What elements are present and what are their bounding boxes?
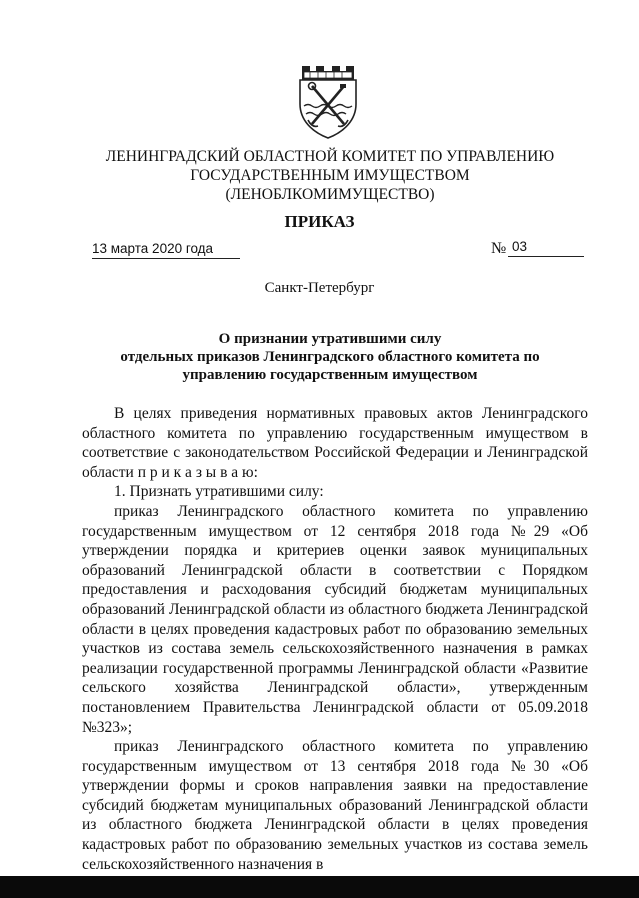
document-city: Санкт-Петербург (264, 280, 375, 296)
document-number: 03 (508, 239, 584, 257)
organization-name-line-1: ЛЕНИНГРАДСКИЙ ОБЛАСТНОЙ КОМИТЕТ ПО УПРАВЛЕНИЮ (105, 148, 555, 165)
heading-line-3: управлению государственным имуществом (182, 367, 478, 383)
document-number-label: № (491, 240, 507, 257)
heading-line-2: отдельных приказов Ленинградского областного комитета по (120, 349, 540, 365)
body-paragraph-order-30: приказ Ленинградского областного комитета по управлению государственным имуществом от 13 сентября 2018 года №30 «Об утверждении формы и сроков направления заявки на предоставление субсидий бюджетам муниципальных образований Ленинградской области из областного бюджета Ленинградской области в целях проведения кадастровых работ по образованию земельных участков из состава земель сельскохозяйственного назначения в (82, 738, 588, 873)
scan-bottom-edge (0, 876, 639, 898)
organization-name-line-2: ГОСУДАРСТВЕННЫМ ИМУЩЕСТВОМ (190, 167, 470, 184)
organization-abbreviation: (ЛЕНОБЛКОМИМУЩЕСТВО) (225, 186, 435, 203)
body-paragraph-item-1: 1. Признать утратившими силу: (114, 483, 324, 501)
document-date: 13 марта 2020 года (92, 241, 240, 259)
leningrad-oblast-coat-of-arms-icon (296, 62, 360, 140)
body-paragraph-preamble: В целях приведения нормативных правовых актов Ленинградского областного комитета по управлению государственным имуществом в соответствие с законодательством Российской Федерации и Ленинградской области п р и к а з ы в а ю: (82, 405, 588, 481)
body-paragraph-order-29: приказ Ленинградского областного комитета по управлению государственным имуществом от 12 сентября 2018 года №29 «Об утверждении порядка и критериев оценки заявок муниципальных образований Ленинградской области в соответствии с Порядком предоставления и расходования субсидий бюджетам муниципальных образований Ленинградской области из областного бюджета Ленинградской области в целях проведения кадастровых работ по образованию земельных участков из состава земель сельскохозяйственного назначения в рамках реализации государственной программы Ленинградской области «Развитие сельского хозяйства Ленинградской области», утвержденным постановлением Правительства Ленинградской области от 05.09.2018 №323»; (82, 502, 588, 736)
heading-line-1: О признании утратившими силу (218, 331, 442, 347)
document-body (82, 404, 588, 874)
document-type-title: ПРИКАЗ (284, 212, 355, 231)
